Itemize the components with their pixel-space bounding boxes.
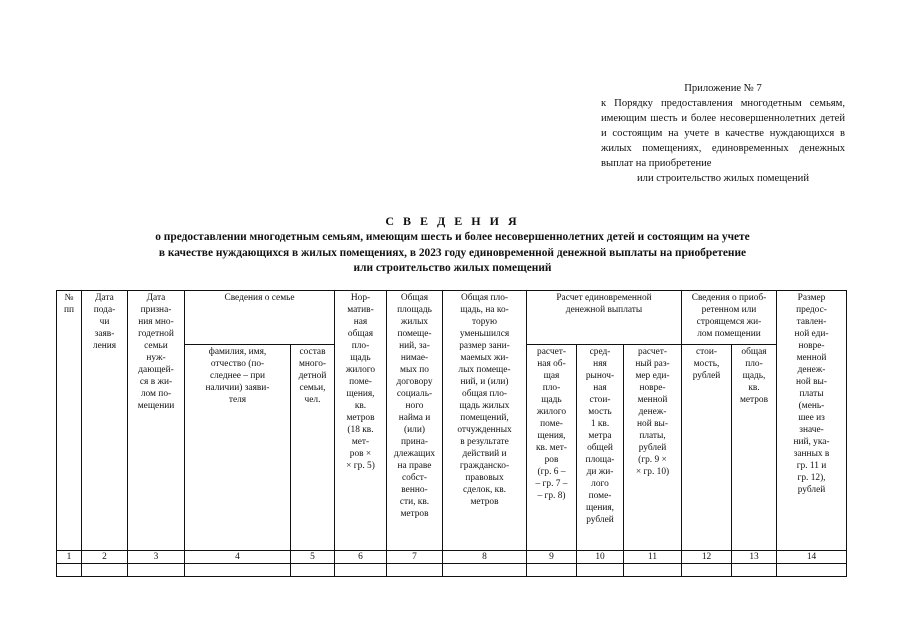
header-col-11: расчет- ный раз- мер еди- новрe- менной денеж- ной вы- платы, рублей (гр. 9 × × гр. 10) (624, 345, 682, 551)
empty-cell (777, 564, 847, 577)
empty-cell (335, 564, 387, 577)
column-number: 14 (777, 551, 847, 564)
header-col-12: стои- мость, рублей (682, 345, 732, 551)
column-number: 9 (527, 551, 577, 564)
empty-cell (387, 564, 443, 577)
document-heading (40, 213, 865, 276)
empty-cell (682, 564, 732, 577)
heading-line-1: о предоставлении многодетным семьям, имеющим шесть и более несовершеннолетних детей и состоящим на учете (155, 231, 750, 243)
header-col-9: расчет- ная об- щая пло- щадь жилого поме- щения, кв. мет- ров (гр. 6 – – гр. 7 – – гр. 8) (527, 345, 577, 551)
empty-data-row (57, 564, 847, 577)
header-family-group: Сведения о семье (185, 291, 335, 345)
header-col-1: № пп (57, 291, 82, 551)
header-col-3: Дата призна- ния мно- годетной семьи нуж- дающей- ся в жи- лом по- мещении (128, 291, 185, 551)
column-number: 10 (577, 551, 624, 564)
header-col-6: Нор- матив- ная общая пло- щадь жилого поме- щения, кв. метров (18 кв. мет- ров × × гр. 5) (335, 291, 387, 551)
empty-cell (732, 564, 777, 577)
empty-cell (577, 564, 624, 577)
header-col-10: сред- няя рыноч- ная стои- мость 1 кв. метра общей площа- ди жи- лого поме- щения, рублей (577, 345, 624, 551)
header-col-7: Общая площадь жилых помеще- ний, за- нимае- мых по договору социаль- ного найма и (или) прина- длежащих на праве собст- венно- сти, кв. метров (387, 291, 443, 551)
column-number: 13 (732, 551, 777, 564)
empty-cell (527, 564, 577, 577)
appendix-last-line: или строительство жилых помещений (636, 173, 810, 184)
column-number: 6 (335, 551, 387, 564)
header-col-8: Общая пло- щадь, на ко- торую уменьшился размер зани- маемых жи- лых помеще- ний, и (или) общая пло- щадь жилых помещений, отчужденных в результате действий и гражданско- правовых сделок, кв. метров (443, 291, 527, 551)
header-col-2: Дата пода- чи заяв- ления (82, 291, 128, 551)
header-row-1 (57, 291, 847, 345)
heading-line-2: в качестве нуждающихся в жилых помещениях, в 2023 году единовременной денежной выплаты на приобретение (158, 246, 747, 259)
column-number: 3 (128, 551, 185, 564)
column-number: 4 (185, 551, 291, 564)
empty-cell (624, 564, 682, 577)
empty-cell (185, 564, 291, 577)
header-col-4: фамилия, имя, отчество (по- следнее – при наличии) заяви- теля (185, 345, 291, 551)
column-number: 11 (624, 551, 682, 564)
column-number: 7 (387, 551, 443, 564)
empty-cell (291, 564, 335, 577)
appendix-text: к Порядку предоставления многодетным семьям, имеющим шесть и более несовершеннолетних детей и состоящим на учете в качестве нуждающихся в жилых помещениях, единовременных денежных выплат на приобретение (601, 98, 845, 169)
heading-title: С В Е Д Е Н И Я (385, 214, 520, 228)
empty-cell (82, 564, 128, 577)
column-number: 5 (291, 551, 335, 564)
column-number: 2 (82, 551, 128, 564)
header-calc-group: Расчет единовременной денежной выплаты (527, 291, 682, 345)
header-col-13: общая пло- щадь, кв. метров (732, 345, 777, 551)
empty-cell (57, 564, 82, 577)
empty-cell (128, 564, 185, 577)
report-table (56, 290, 847, 577)
column-number-row (57, 551, 847, 564)
column-number: 8 (443, 551, 527, 564)
appendix-block (601, 81, 845, 186)
heading-line-3: или строительство жилых помещений (353, 262, 552, 274)
appendix-title: Приложение № 7 (684, 83, 762, 94)
header-col-5: состав много- детной семьи, чел. (291, 345, 335, 551)
empty-cell (443, 564, 527, 577)
column-number: 1 (57, 551, 82, 564)
header-col-14: Размер предос- тавлен- ной еди- новре- менной денеж- ной вы- платы (мень- шее из значе- ний, ука- занных в гр. 11 и гр. 12), рублей (777, 291, 847, 551)
column-number: 12 (682, 551, 732, 564)
header-house-group: Сведения о приоб- ретенном или строящемся жи- лом помещении (682, 291, 777, 345)
